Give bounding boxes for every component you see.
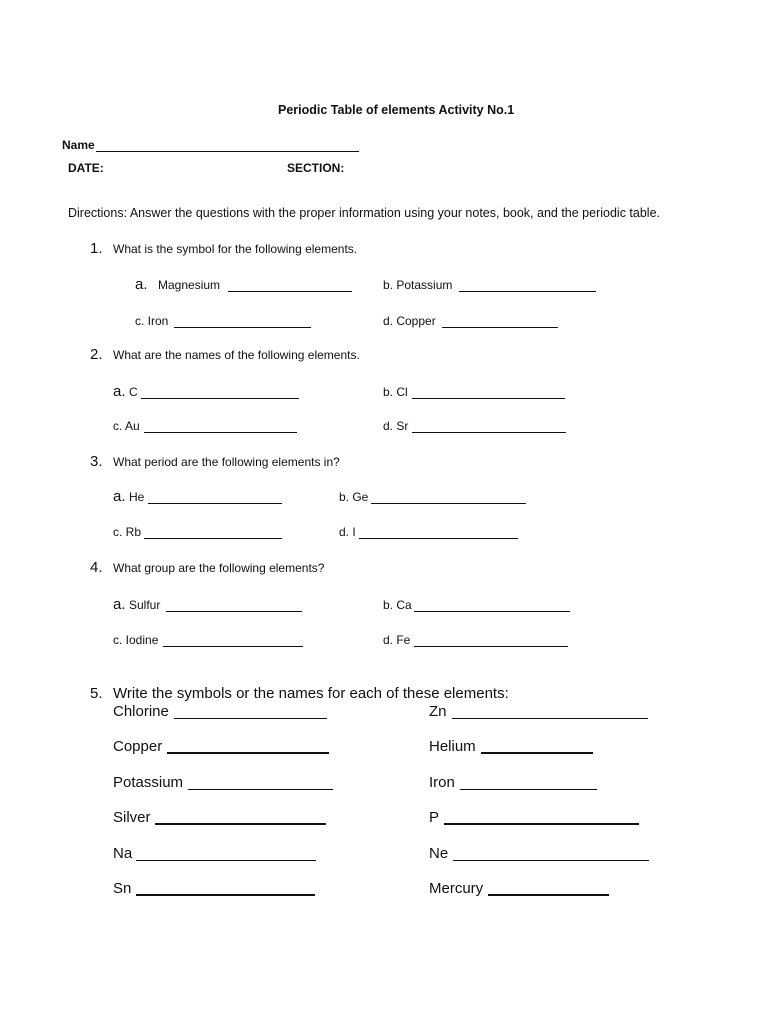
- q5-left-item: Silver: [113, 809, 151, 826]
- q1d-answer-line[interactable]: [442, 327, 558, 328]
- q3a-letter: a.: [113, 488, 126, 505]
- q3-number: 3.: [90, 453, 103, 470]
- q4d-answer-line[interactable]: [414, 646, 568, 647]
- q3a-answer-line[interactable]: [148, 503, 282, 504]
- q5-left-item: Copper: [113, 738, 163, 755]
- q4b-label: b. Ca: [383, 598, 412, 612]
- q5-left-answer-line[interactable]: [167, 752, 329, 754]
- q3-prompt: What period are the following elements in?: [113, 455, 340, 469]
- q1-prompt: What is the symbol for the following elements.: [113, 242, 358, 256]
- q4-number: 4.: [90, 559, 103, 576]
- q2-number: 2.: [90, 346, 103, 363]
- q3b-answer-line[interactable]: [371, 503, 526, 504]
- q5-left-answer-line[interactable]: [136, 894, 315, 896]
- q4c-label: c. Iodine: [113, 633, 159, 647]
- q1a-letter: a.: [135, 276, 148, 293]
- q5-left-item: Potassium: [113, 774, 184, 791]
- q2-prompt: What are the names of the following elements.: [113, 348, 360, 362]
- q5-right-answer-line[interactable]: [444, 823, 639, 825]
- q1b-answer-line[interactable]: [459, 291, 596, 292]
- q3c-answer-line[interactable]: [144, 538, 282, 539]
- q4d-label: d. Fe: [383, 633, 411, 647]
- q1d-label: d. Copper: [383, 314, 436, 328]
- q4c-answer-line[interactable]: [163, 646, 303, 647]
- q5-left-answer-line[interactable]: [136, 860, 316, 861]
- q4b-answer-line[interactable]: [414, 611, 570, 612]
- q5-right-item: P: [429, 809, 440, 826]
- q3b-label: b. Ge: [339, 490, 369, 504]
- q2d-label: d. Sr: [383, 419, 409, 433]
- q4a-answer-line[interactable]: [166, 611, 302, 612]
- q5-right-answer-line[interactable]: [481, 752, 593, 754]
- q5-right-item: Zn: [429, 703, 447, 720]
- q2a-letter: a.: [113, 383, 126, 400]
- q5-left-answer-line[interactable]: [188, 789, 333, 790]
- q5-left-item: Chlorine: [113, 703, 169, 720]
- q5-right-item: Mercury: [429, 880, 484, 897]
- q3d-label: d. I: [339, 525, 356, 539]
- q5-right-item: Ne: [429, 845, 449, 862]
- q5-right-answer-line[interactable]: [488, 894, 609, 896]
- q4a-letter: a.: [113, 596, 126, 613]
- name-label: Name: [62, 138, 95, 152]
- q1c-answer-line[interactable]: [174, 327, 311, 328]
- q1a-answer-line[interactable]: [228, 291, 352, 292]
- q2d-answer-line[interactable]: [412, 432, 566, 433]
- q5-left-item: Na: [113, 845, 133, 862]
- q4a-label: Sulfur: [129, 598, 161, 612]
- q1b-label: b. Potassium: [383, 278, 453, 292]
- q1a-label: Magnesium: [158, 278, 221, 292]
- section-label: SECTION:: [287, 161, 345, 175]
- q5-number: 5.: [90, 685, 103, 702]
- q2c-answer-line[interactable]: [144, 432, 297, 433]
- worksheet-title: Periodic Table of elements Activity No.1: [278, 103, 515, 117]
- q5-prompt: Write the symbols or the names for each of these elements:: [113, 685, 509, 702]
- date-label: DATE:: [68, 161, 104, 175]
- q3d-answer-line[interactable]: [359, 538, 518, 539]
- q2a-answer-line[interactable]: [141, 398, 299, 399]
- q1c-label: c. Iron: [135, 314, 169, 328]
- name-line[interactable]: [96, 151, 359, 152]
- q5-right-item: Helium: [429, 738, 476, 755]
- q2c-label: c. Au: [113, 419, 140, 433]
- directions-text: Directions: Answer the questions with the proper information using your notes, book, and the periodic table.: [68, 206, 661, 220]
- q2b-answer-line[interactable]: [412, 398, 565, 399]
- q5-right-item: Iron: [429, 774, 455, 791]
- q5-right-answer-line[interactable]: [452, 718, 648, 719]
- q5-left-answer-line[interactable]: [174, 718, 327, 719]
- q2b-label: b. Cl: [383, 385, 408, 399]
- q5-right-answer-line[interactable]: [453, 860, 649, 861]
- q5-left-item: Sn: [113, 880, 132, 897]
- q4-prompt: What group are the following elements?: [113, 561, 325, 575]
- q2a-label: C: [129, 385, 138, 399]
- q3a-label: He: [129, 490, 145, 504]
- q1-number: 1.: [90, 240, 103, 257]
- q3c-label: c. Rb: [113, 525, 142, 539]
- q5-left-answer-line[interactable]: [155, 823, 326, 825]
- q5-right-answer-line[interactable]: [460, 789, 597, 790]
